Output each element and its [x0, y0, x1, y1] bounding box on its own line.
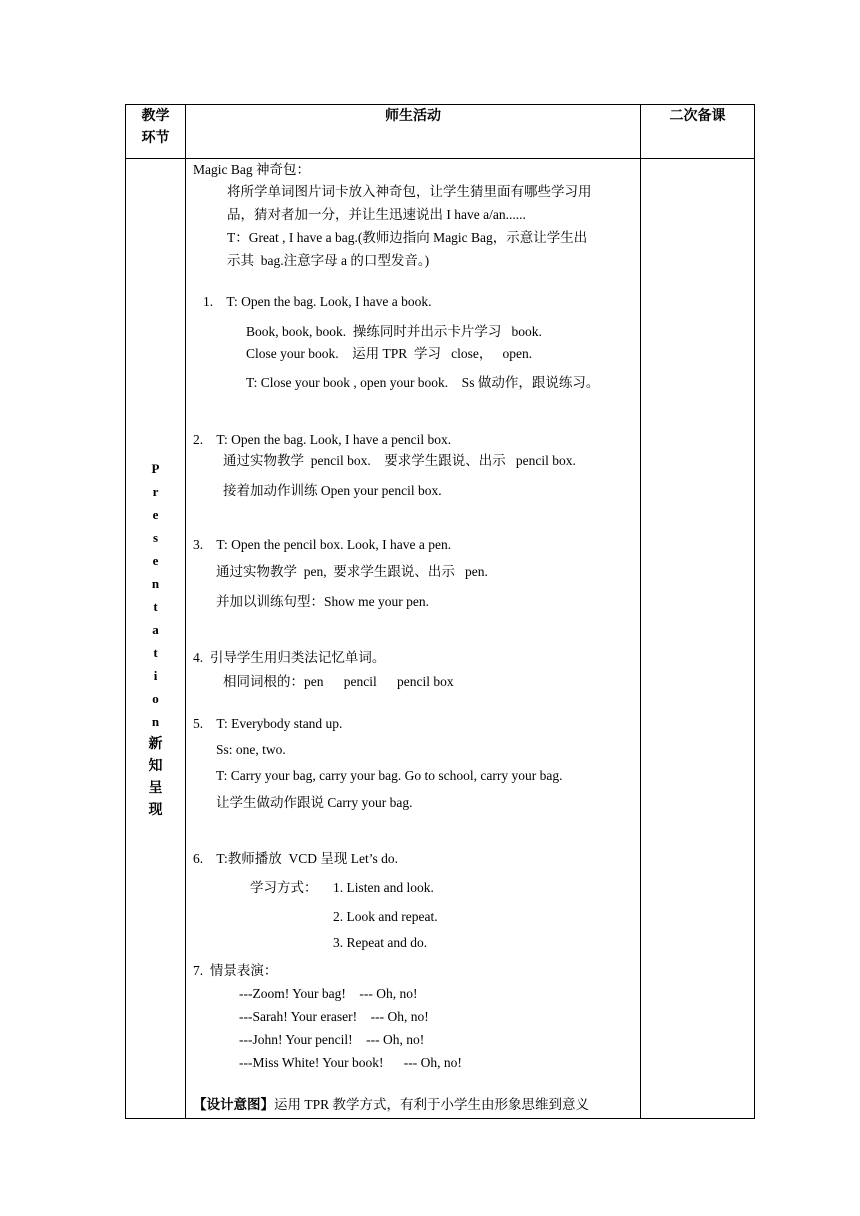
text-line: 通过实物教学 pencil box. 要求学生跟说、出示 pencil box.: [223, 453, 576, 468]
text-line: ---Sarah! Your eraser! --- Oh, no!: [239, 1009, 429, 1024]
text-line: 2. T: Open the bag. Look, I have a pencil box.: [193, 432, 452, 447]
text-line: 通过实物教学 pen, 要求学生跟说、出示 pen.: [216, 564, 488, 579]
text-line: 将所学单词图片词卡放入神奇包，让学生猜里面有哪些学习用: [227, 184, 592, 199]
text-line: 3. T: Open the pencil box. Look, I have a pen.: [193, 537, 452, 552]
text-line: 6. T:教师播放 VCD 呈现 Let’s do.: [193, 851, 398, 866]
stage-cell: [126, 159, 186, 1119]
text-line: 7. 情景表演：: [193, 963, 278, 978]
text-line: 示其 bag.注意字母 a 的口型发音。): [227, 253, 430, 268]
table-header-row: [126, 105, 755, 159]
text-line: 4. 引导学生用归类法记忆单词。: [193, 650, 386, 665]
text-line: ---John! Your pencil! --- Oh, no!: [239, 1032, 425, 1047]
text-line: Close your book. 运用 TPR 学习 close， open.: [246, 346, 533, 361]
text-line: 3. Repeat and do.: [333, 935, 428, 950]
stage-letter: r: [152, 483, 159, 499]
stage-char: 现: [148, 801, 163, 818]
text-line: 1. Listen and look.: [333, 880, 434, 895]
design-intent-text: 运用 TPR 教学方式，有利于小学生由形象思维到意义: [274, 1097, 590, 1112]
header-teaching-stage-line2: 环节: [141, 130, 170, 146]
stage-letter: o: [152, 690, 159, 706]
stage-letter: s: [152, 529, 159, 545]
header-teaching-stage-line1: 教学: [141, 108, 170, 124]
stage-chinese-label: [126, 733, 185, 821]
text-line: 品，猜对者加一分，并让生迅速说出 I have a/an......: [227, 207, 526, 222]
text-line: Ss: one, two.: [216, 742, 286, 757]
text-line: T: Carry your bag, carry your bag. Go to school, carry your bag.: [216, 768, 563, 783]
stage-char: 新: [148, 735, 163, 752]
stage-letter: n: [151, 713, 160, 729]
header-second-prep: 二次备课: [641, 105, 755, 159]
table-body-row: [126, 159, 755, 1119]
header-teaching-stage: [126, 105, 186, 159]
design-intent-label: 【设计意图】: [193, 1097, 274, 1112]
stage-letter: t: [153, 644, 158, 660]
stage-letter: i: [153, 667, 158, 683]
stage-letter: t: [153, 598, 158, 614]
second-prep-cell: [641, 159, 755, 1119]
text-line: 让学生做动作跟说 Carry your bag.: [216, 795, 413, 810]
activities-content: [186, 159, 640, 1118]
text-line: ---Zoom! Your bag! --- Oh, no!: [239, 986, 418, 1001]
text-line: T: Close your book , open your book. Ss 做动作，跟说练习。: [246, 375, 600, 390]
text-line: 学习方式：: [250, 880, 318, 895]
text-line: 5. T: Everybody stand up.: [193, 716, 343, 731]
header-activities: 师生活动: [186, 105, 641, 159]
lesson-plan-table: [125, 104, 755, 1119]
stage-letter: a: [152, 621, 159, 637]
text-line: 接着加动作训练 Open your pencil box.: [223, 483, 442, 498]
stage-presentation-label: [126, 457, 185, 733]
text-line: 1. T: Open the bag. Look, I have a book.: [203, 294, 432, 309]
stage-letter: e: [152, 552, 159, 568]
text-line: ---Miss White! Your book! --- Oh, no!: [239, 1055, 462, 1070]
text-line: 2. Look and repeat.: [333, 909, 438, 924]
design-intent-line: [193, 1096, 589, 1114]
text-line: T：Great , I have a bag.(教师边指向 Magic Bag，示意让学生出: [227, 230, 588, 245]
stage-char: 呈: [148, 779, 163, 796]
activities-cell: [186, 159, 641, 1119]
text-line: 并加以训练句型：Show me your pen.: [216, 594, 429, 609]
stage-letter: n: [151, 575, 160, 591]
stage-char: 知: [148, 757, 163, 774]
stage-letter: e: [152, 506, 159, 522]
text-line: 相同词根的：pen pencil pencil box: [223, 674, 454, 689]
text-line: Magic Bag 神奇包：: [193, 162, 310, 177]
stage-letter: P: [151, 460, 160, 476]
text-line: Book, book, book. 操练同时并出示卡片学习 book.: [246, 324, 542, 339]
